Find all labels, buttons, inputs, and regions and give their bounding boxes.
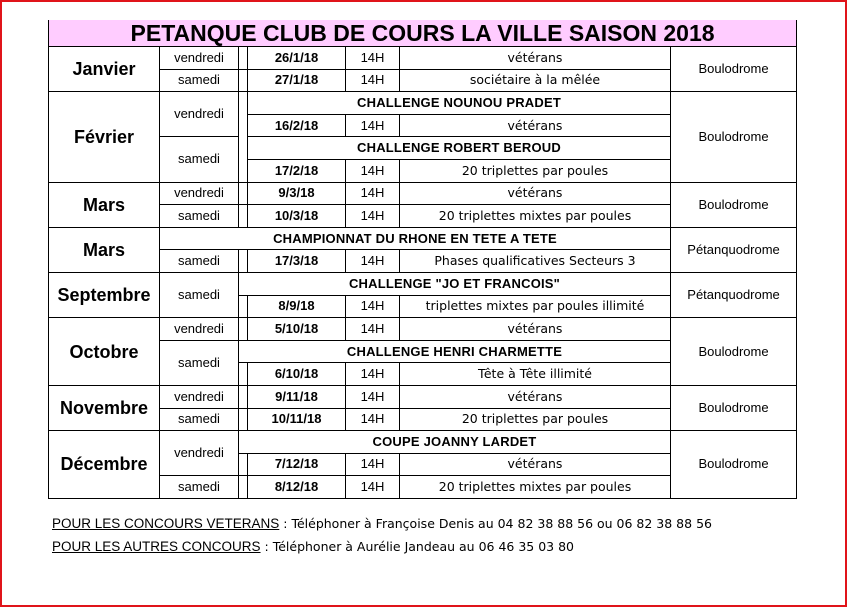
description-cell: triplettes mixtes par poules illimité xyxy=(400,295,671,318)
location-cell: Boulodrome xyxy=(671,318,797,386)
month-cell: Septembre xyxy=(49,272,160,317)
spacer-cell xyxy=(239,295,248,318)
day-cell: samedi xyxy=(160,137,239,182)
event-banner: CHAMPIONNAT DU RHONE EN TETE A TETE xyxy=(160,227,671,250)
time-cell: 14H xyxy=(346,385,400,408)
day-cell: vendredi xyxy=(160,182,239,205)
location-cell: Boulodrome xyxy=(671,92,797,182)
table-row xyxy=(49,182,797,205)
table-row xyxy=(49,385,797,408)
day-cell: samedi xyxy=(160,408,239,431)
description-cell: 20 triplettes par poules xyxy=(400,408,671,431)
spacer-cell xyxy=(239,205,248,228)
time-cell: 14H xyxy=(346,363,400,386)
description-cell: 20 triplettes mixtes par poules xyxy=(400,205,671,228)
event-title: CHALLENGE "JO ET FRANCOIS" xyxy=(239,272,671,295)
time-cell: 14H xyxy=(346,159,400,182)
page-title: PETANQUE CLUB DE COURS LA VILLE SAISON 2018 xyxy=(49,20,797,47)
spacer-cell xyxy=(239,408,248,431)
date-cell: 6/10/18 xyxy=(248,363,346,386)
time-cell: 14H xyxy=(346,69,400,92)
month-cell: Mars xyxy=(49,227,160,272)
description-cell: 20 triplettes mixtes par poules xyxy=(400,476,671,499)
month-cell: Novembre xyxy=(49,385,160,430)
event-title: CHALLENGE NOUNOU PRADET xyxy=(248,92,671,115)
footer-text-veterans: : Téléphoner à Françoise Denis au 04 82 38 88 56 ou 06 82 38 88 56 xyxy=(279,516,712,531)
month-cell: Décembre xyxy=(49,431,160,499)
location-cell: Boulodrome xyxy=(671,385,797,430)
date-cell: 27/1/18 xyxy=(248,69,346,92)
description-cell: vétérans xyxy=(400,114,671,137)
description-cell: vétérans xyxy=(400,182,671,205)
time-cell: 14H xyxy=(346,453,400,476)
day-cell: samedi xyxy=(160,272,239,317)
footer-line-others xyxy=(52,539,574,554)
time-cell: 14H xyxy=(346,295,400,318)
day-cell: samedi xyxy=(160,69,239,92)
day-cell: samedi xyxy=(160,476,239,499)
spacer-cell xyxy=(239,363,248,386)
day-cell: vendredi xyxy=(160,431,239,476)
month-cell: Mars xyxy=(49,182,160,227)
footer-label-others: POUR LES AUTRES CONCOURS xyxy=(52,539,261,554)
event-title: CHALLENGE ROBERT BEROUD xyxy=(248,137,671,160)
time-cell: 14H xyxy=(346,205,400,228)
description-cell: vétérans xyxy=(400,318,671,341)
date-cell: 8/12/18 xyxy=(248,476,346,499)
date-cell: 16/2/18 xyxy=(248,114,346,137)
spacer-cell xyxy=(239,182,248,205)
time-cell: 14H xyxy=(346,476,400,499)
description-cell: vétérans xyxy=(400,385,671,408)
time-cell: 14H xyxy=(346,114,400,137)
day-cell: vendredi xyxy=(160,385,239,408)
description-cell: Tête à Tête illimité xyxy=(400,363,671,386)
day-cell: vendredi xyxy=(160,47,239,70)
description-cell: vétérans xyxy=(400,47,671,70)
day-cell: samedi xyxy=(160,340,239,385)
spacer-cell xyxy=(239,453,248,476)
footer-label-veterans: POUR LES CONCOURS VETERANS xyxy=(52,516,280,531)
date-cell: 5/10/18 xyxy=(248,318,346,341)
spacer-cell xyxy=(239,318,248,341)
spacer-cell xyxy=(239,69,248,92)
date-cell: 9/11/18 xyxy=(248,385,346,408)
schedule-table xyxy=(48,20,797,499)
time-cell: 14H xyxy=(346,250,400,273)
day-cell: samedi xyxy=(160,205,239,228)
spacer-cell xyxy=(239,47,248,70)
time-cell: 14H xyxy=(346,47,400,70)
date-cell: 7/12/18 xyxy=(248,453,346,476)
time-cell: 14H xyxy=(346,318,400,341)
date-cell: 8/9/18 xyxy=(248,295,346,318)
event-title: CHALLENGE HENRI CHARMETTE xyxy=(239,340,671,363)
event-title: COUPE JOANNY LARDET xyxy=(239,431,671,454)
date-cell: 26/1/18 xyxy=(248,47,346,70)
date-cell: 9/3/18 xyxy=(248,182,346,205)
month-cell: Janvier xyxy=(49,47,160,92)
time-cell: 14H xyxy=(346,408,400,431)
date-cell: 10/11/18 xyxy=(248,408,346,431)
location-cell: Boulodrome xyxy=(671,431,797,499)
table-row xyxy=(49,272,797,295)
day-cell: samedi xyxy=(160,250,239,273)
spacer-cell xyxy=(239,385,248,408)
spacer-cell xyxy=(239,250,248,273)
spacer-cell xyxy=(239,476,248,499)
date-cell: 17/3/18 xyxy=(248,250,346,273)
table-row xyxy=(49,47,797,70)
location-cell: Boulodrome xyxy=(671,182,797,227)
month-cell: Février xyxy=(49,92,160,182)
spacer-cell xyxy=(239,92,248,182)
description-cell: Phases qualificatives Secteurs 3 xyxy=(400,250,671,273)
time-cell: 14H xyxy=(346,182,400,205)
date-cell: 17/2/18 xyxy=(248,159,346,182)
footer-text-others: : Téléphoner à Aurélie Jandeau au 06 46 35 03 80 xyxy=(260,539,574,554)
month-cell: Octobre xyxy=(49,318,160,386)
table-row xyxy=(49,227,797,250)
location-cell: Pétanquodrome xyxy=(671,227,797,272)
day-cell: vendredi xyxy=(160,92,239,137)
description-cell: vétérans xyxy=(400,453,671,476)
location-cell: Boulodrome xyxy=(671,47,797,92)
location-cell: Pétanquodrome xyxy=(671,272,797,317)
table-row xyxy=(49,431,797,454)
footer-line-veterans xyxy=(52,516,712,531)
day-cell: vendredi xyxy=(160,318,239,341)
description-cell: 20 triplettes par poules xyxy=(400,159,671,182)
table-row xyxy=(49,318,797,341)
description-cell: sociétaire à la mêlée xyxy=(400,69,671,92)
date-cell: 10/3/18 xyxy=(248,205,346,228)
table-row xyxy=(49,92,797,115)
